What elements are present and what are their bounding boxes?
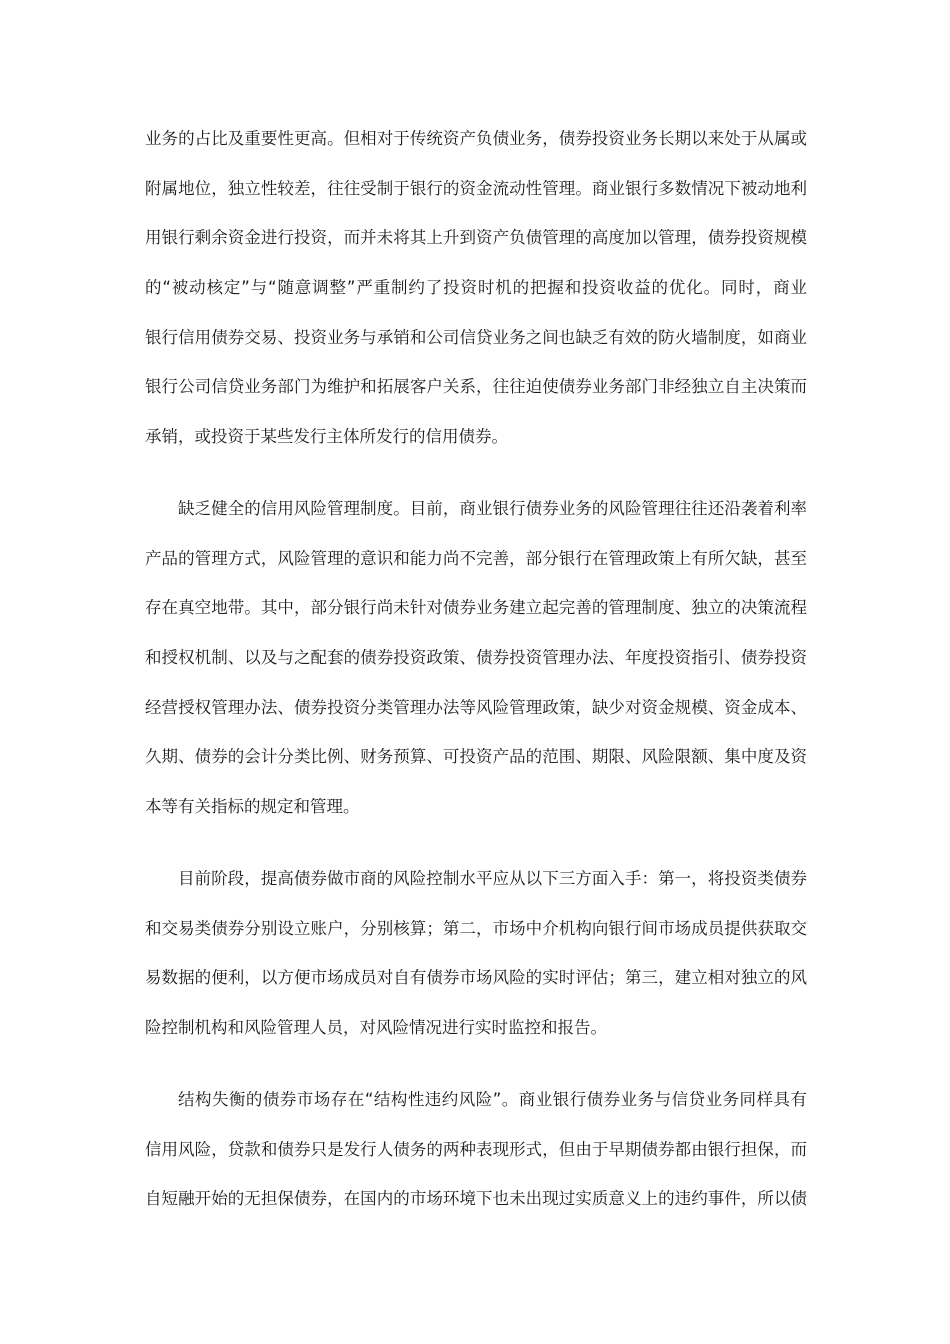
text-line: 的“被动核定”与“随意调整”严重制约了投资时机的把握和投资收益的优化。同时，商业 (145, 278, 807, 297)
text-line: 和授权机制、以及与之配套的债券投资政策、债券投资管理办法、年度投资指引、债券投资 (145, 648, 807, 667)
text-line: 久期、债券的会计分类比例、财务预算、可投资产品的范围、期限、风险限额、集中度及资 (145, 747, 807, 766)
text-line: 结构失衡的债券市场存在“结构性违约风险”。商业银行债券业务与信贷业务同样具有 (178, 1090, 807, 1109)
text-line: 易数据的便利，以方便市场成员对自有债券市场风险的实时评估；第三，建立相对独立的风 (145, 968, 807, 987)
text-line: 业务的占比及重要性更高。但相对于传统资产负债业务，债券投资业务长期以来处于从属或 (145, 129, 807, 148)
text-line: 目前阶段，提高债券做市商的风险控制水平应从以下三方面入手：第一，将投资类债券 (178, 869, 807, 888)
text-line: 和交易类债券分别设立账户，分别核算；第二，市场中介机构向银行间市场成员提供获取交 (145, 919, 807, 938)
text-line: 存在真空地带。其中，部分银行尚未针对债券业务建立起完善的管理制度、独立的决策流程 (145, 598, 807, 617)
text-line: 缺乏健全的信用风险管理制度。目前，商业银行债券业务的风险管理往往还沿袭着利率 (178, 499, 807, 518)
text-line: 银行公司信贷业务部门为维护和拓展客户关系，往往迫使债券业务部门非经独立自主决策而 (145, 377, 807, 396)
text-line: 附属地位，独立性较差，往往受制于银行的资金流动性管理。商业银行多数情况下被动地利 (145, 179, 807, 198)
text-line: 险控制机构和风险管理人员，对风险情况进行实时监控和报告。 (145, 1018, 607, 1037)
text-line: 产品的管理方式，风险管理的意识和能力尚不完善，部分银行在管理政策上有所欠缺，甚至 (145, 549, 807, 568)
text-line: 用银行剩余资金进行投资，而并未将其上升到资产负债管理的高度加以管理，债券投资规模 (145, 228, 807, 247)
text-line: 承销，或投资于某些发行主体所发行的信用债券。 (145, 427, 508, 446)
text-line: 自短融开始的无担保债券，在国内的市场环境下也未出现过实质意义上的违约事件，所以债 (145, 1189, 807, 1208)
text-line: 信用风险，贷款和债券只是发行人债务的两种表现形式，但由于早期债券都由银行担保，而 (145, 1140, 807, 1159)
text-line: 经营授权管理办法、债券投资分类管理办法等风险管理政策，缺少对资金规模、资金成本、 (145, 698, 807, 717)
text-line: 银行信用债券交易、投资业务与承销和公司信贷业务之间也缺乏有效的防火墙制度，如商业 (145, 328, 807, 347)
text-line: 本等有关指标的规定和管理。 (145, 797, 360, 816)
